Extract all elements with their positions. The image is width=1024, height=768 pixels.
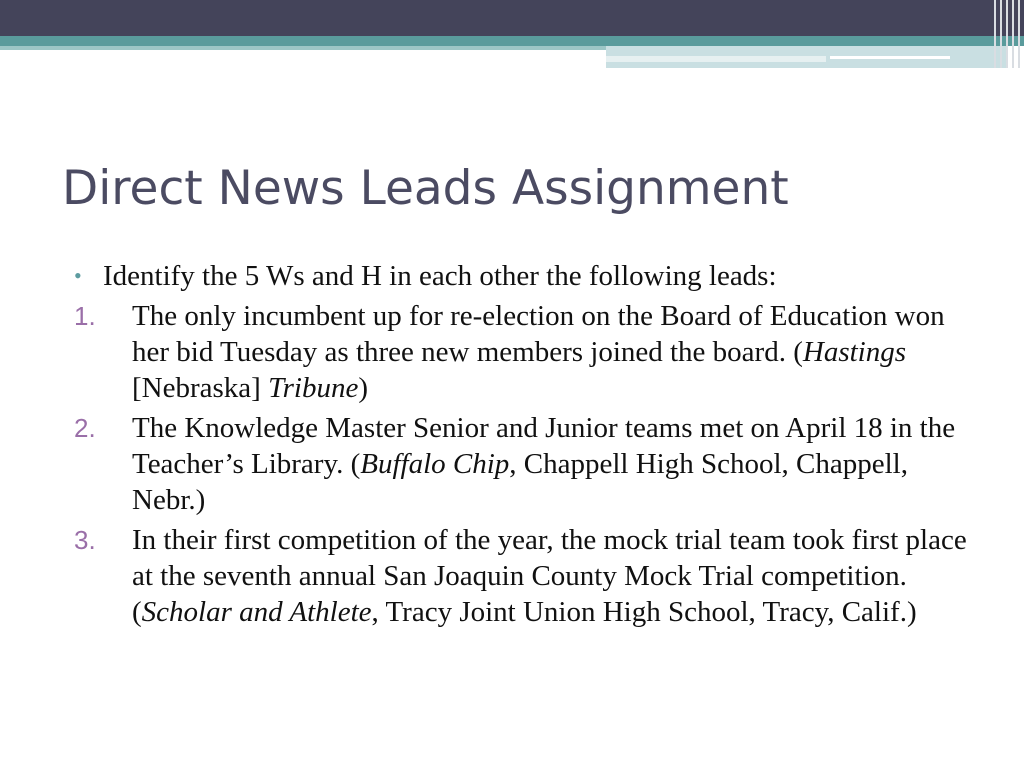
lead-item-1: [74, 298, 974, 406]
lead-text: The only incumbent up for re-election on the Board of Education won her bid Tuesday as three new members joined the board. (: [132, 300, 945, 368]
slide-body: [74, 258, 974, 634]
lead-text: , Tracy Joint Union High School, Tracy, Calif.): [371, 596, 917, 628]
lead-publication: Buffalo Chip: [360, 448, 510, 480]
lead-number: 1.: [74, 301, 96, 331]
intro-text: Identify the 5 Ws and H in each other the following leads:: [103, 260, 777, 292]
lead-item-2: [74, 410, 974, 518]
header-bar: [0, 0, 1024, 36]
decorative-stripe-inner: [606, 56, 826, 62]
lead-text: [Nebraska]: [132, 372, 269, 404]
lead-text: , Chappell High School, Chappell, Nebr.): [132, 448, 908, 516]
intro-bullet: [74, 258, 974, 294]
lead-publication: Tribune: [268, 372, 359, 404]
decorative-stripe-highlight: [830, 56, 950, 59]
lead-text: ): [358, 372, 368, 404]
lead-item-3: [74, 522, 974, 630]
lead-number: 2.: [74, 413, 96, 443]
teal-light-band: [0, 46, 610, 50]
teal-accent-band: [0, 36, 1024, 46]
bullet-marker: •: [74, 263, 82, 288]
lead-text: In their first competition of the year, the mock trial team took first place at the seventh annual San Joaquin County Mock Trial competition. (: [132, 524, 967, 628]
lead-publication: Hastings: [802, 336, 907, 368]
slide-title: Direct News Leads Assignment: [62, 161, 789, 216]
lead-number: 3.: [74, 525, 96, 555]
edge-line-decoration: [992, 0, 1024, 68]
lead-publication: Scholar and Athlete: [141, 596, 372, 628]
lead-text: The Knowledge Master Senior and Junior teams met on April 18 in the Teacher’s Library. (: [132, 412, 956, 480]
